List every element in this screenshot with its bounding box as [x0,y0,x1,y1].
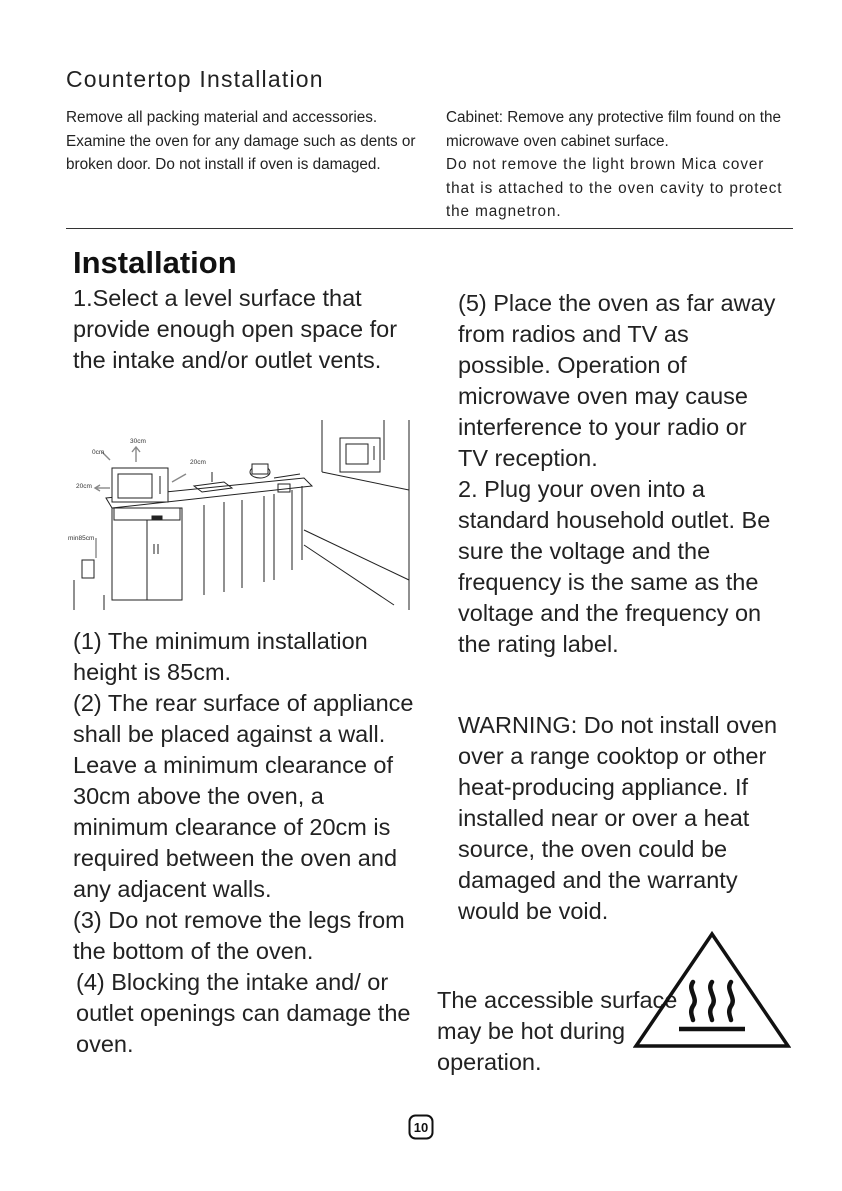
step-1-text: 1.Select a level surface that provide enough open space for the intake and/or outlet vents. [73,285,398,373]
label-right-clearance: 20cm [190,459,206,466]
installation-notes-left [73,626,423,1060]
installation-notes-right [458,288,778,660]
countertop-title: Countertop Installation [66,66,324,92]
label-min-height: min85cm [68,535,95,542]
warning-text: WARNING: Do not install oven over a range cooktop or other heat-producing appliance. If installed near or over a heat source, the oven could be damaged and the warranty would be void. [458,712,778,924]
note-3: (3) Do not remove the legs from the bottom of the oven. [73,907,405,964]
countertop-right-text [446,106,796,224]
section-divider [66,228,793,229]
installation-title: Installation [73,245,237,280]
step-2-text: 2. Plug your oven into a standard household outlet. Be sure the voltage and the frequency is the same as the voltage and the frequency on the rating label. [458,476,771,657]
page-number: 10 [413,1119,429,1135]
note-2: (2) The rear surface of appliance shall be placed against a wall. [73,690,414,747]
label-rear-clearance: 0cm [92,449,105,456]
kitchen-installation-diagram [64,420,424,610]
clearance-note: Leave a minimum clearance of 30cm above the oven, a minimum clearance of 20cm is required between the oven and any adjacent walls. [73,752,398,902]
hot-surface-warning-icon [633,930,791,1050]
countertop-left-text: Remove all packing material and accessories. Examine the oven for any damage such as dents or broken door. Do not install if oven is damaged. [66,109,416,174]
cabinet-film-text: Cabinet: Remove any protective film found on the microwave oven cabinet surface. [446,109,782,150]
label-top-clearance: 30cm [130,438,146,445]
page-number-badge [408,1114,434,1140]
mica-cover-text: Do not remove the light brown Mica cover that is attached to the oven cavity to protect the magnetron. [446,156,783,221]
note-4: (4) Blocking the intake and/ or outlet openings can damage the oven. [76,969,411,1057]
hot-surface-text: The accessible surface may be hot during operation. [437,987,678,1075]
label-side-clearance: 20cm [76,483,92,490]
note-1: (1) The minimum installation height is 85cm. [73,628,368,685]
note-5: (5) Place the oven as far away from radios and TV as possible. Operation of microwave oven may cause interference to your radio or TV reception. [458,290,776,471]
